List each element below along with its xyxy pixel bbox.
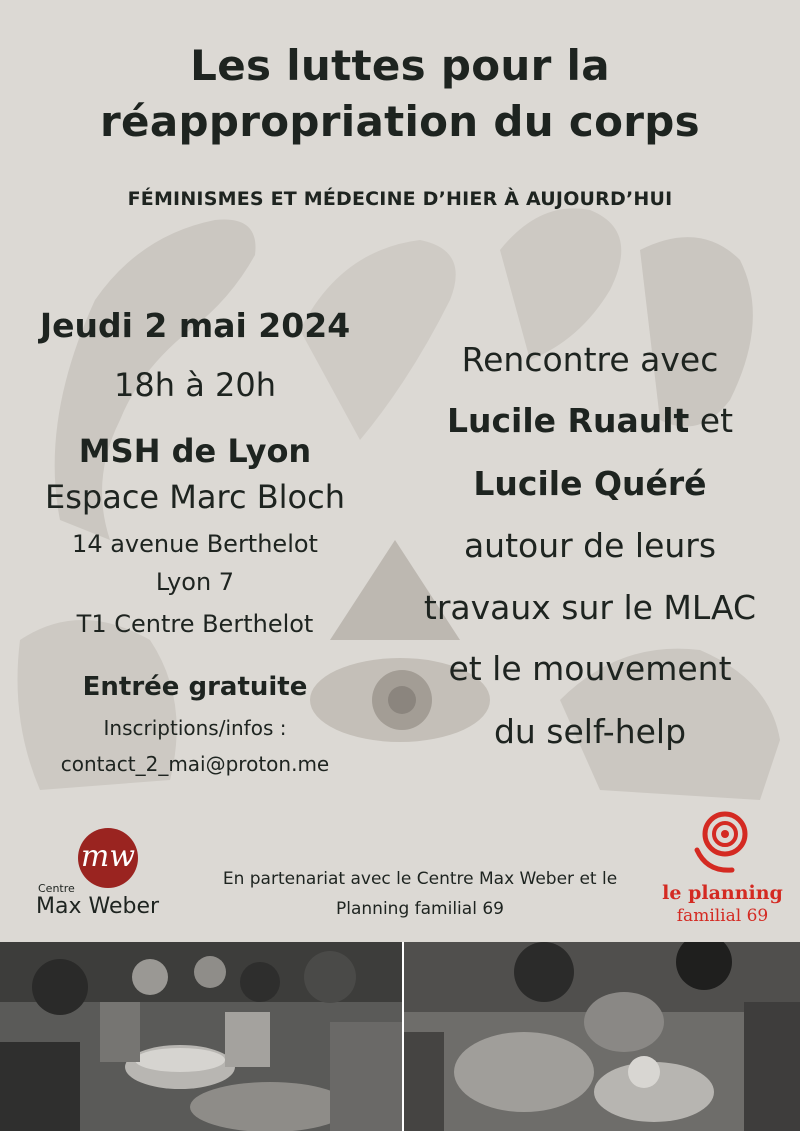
max-weber-logo-name: Max Weber (36, 894, 160, 919)
poster-title (0, 38, 800, 150)
address-line-2: Lyon 7 (155, 568, 235, 596)
meeting-line-1: Rencontre avec (461, 340, 719, 379)
max-weber-monogram: mw (78, 828, 138, 888)
planning-logo-line-1: le planning (662, 882, 783, 904)
meeting-line-5: travaux sur le MLAC (423, 588, 757, 627)
entry-info: Entrée gratuite (82, 672, 308, 702)
max-weber-logo (30, 826, 180, 926)
title-line-2: réappropriation du corps (100, 97, 700, 146)
archive-photo-group (0, 942, 402, 1131)
address-line-3: T1 Centre Berthelot (76, 610, 314, 638)
planning-familial-logo (655, 810, 790, 935)
partnership-line-1: En partenariat avec le Centre Max Weber et le (222, 869, 618, 889)
meeting-line-7: du self-help (493, 712, 687, 751)
contact-email[interactable]: contact_2_mai@proton.me (60, 752, 330, 776)
speaker-2: Lucile Quéré (473, 464, 707, 503)
partnership-text (190, 864, 650, 924)
planning-logo-line-2: familial 69 (676, 906, 769, 926)
meeting-line-4: autour de leurs (463, 526, 717, 565)
archive-photo-self-help (404, 942, 800, 1131)
event-space: Espace Marc Bloch (45, 478, 345, 516)
poster-subtitle: FÉMINISMES ET MÉDECINE D’HIER À AUJOURD’HUI (127, 188, 673, 210)
planning-familial-swirl-icon (687, 810, 757, 880)
speaker-conjunction: et (689, 401, 734, 440)
event-venue: MSH de Lyon (78, 432, 312, 470)
registration-label: Inscriptions/infos : (103, 716, 287, 740)
title-line-1: Les luttes pour la (190, 41, 610, 90)
max-weber-logo-small-text: Centre (38, 882, 75, 895)
address-line-1: 14 avenue Berthelot (72, 530, 318, 558)
event-date: Jeudi 2 mai 2024 (39, 306, 351, 345)
event-time: 18h à 20h (114, 366, 276, 404)
meeting-line-6: et le mouvement (448, 649, 732, 688)
speaker-1: Lucile Ruault (446, 401, 690, 440)
partnership-line-2: Planning familial 69 (336, 899, 504, 919)
meeting-speaker-1-line (390, 401, 790, 440)
